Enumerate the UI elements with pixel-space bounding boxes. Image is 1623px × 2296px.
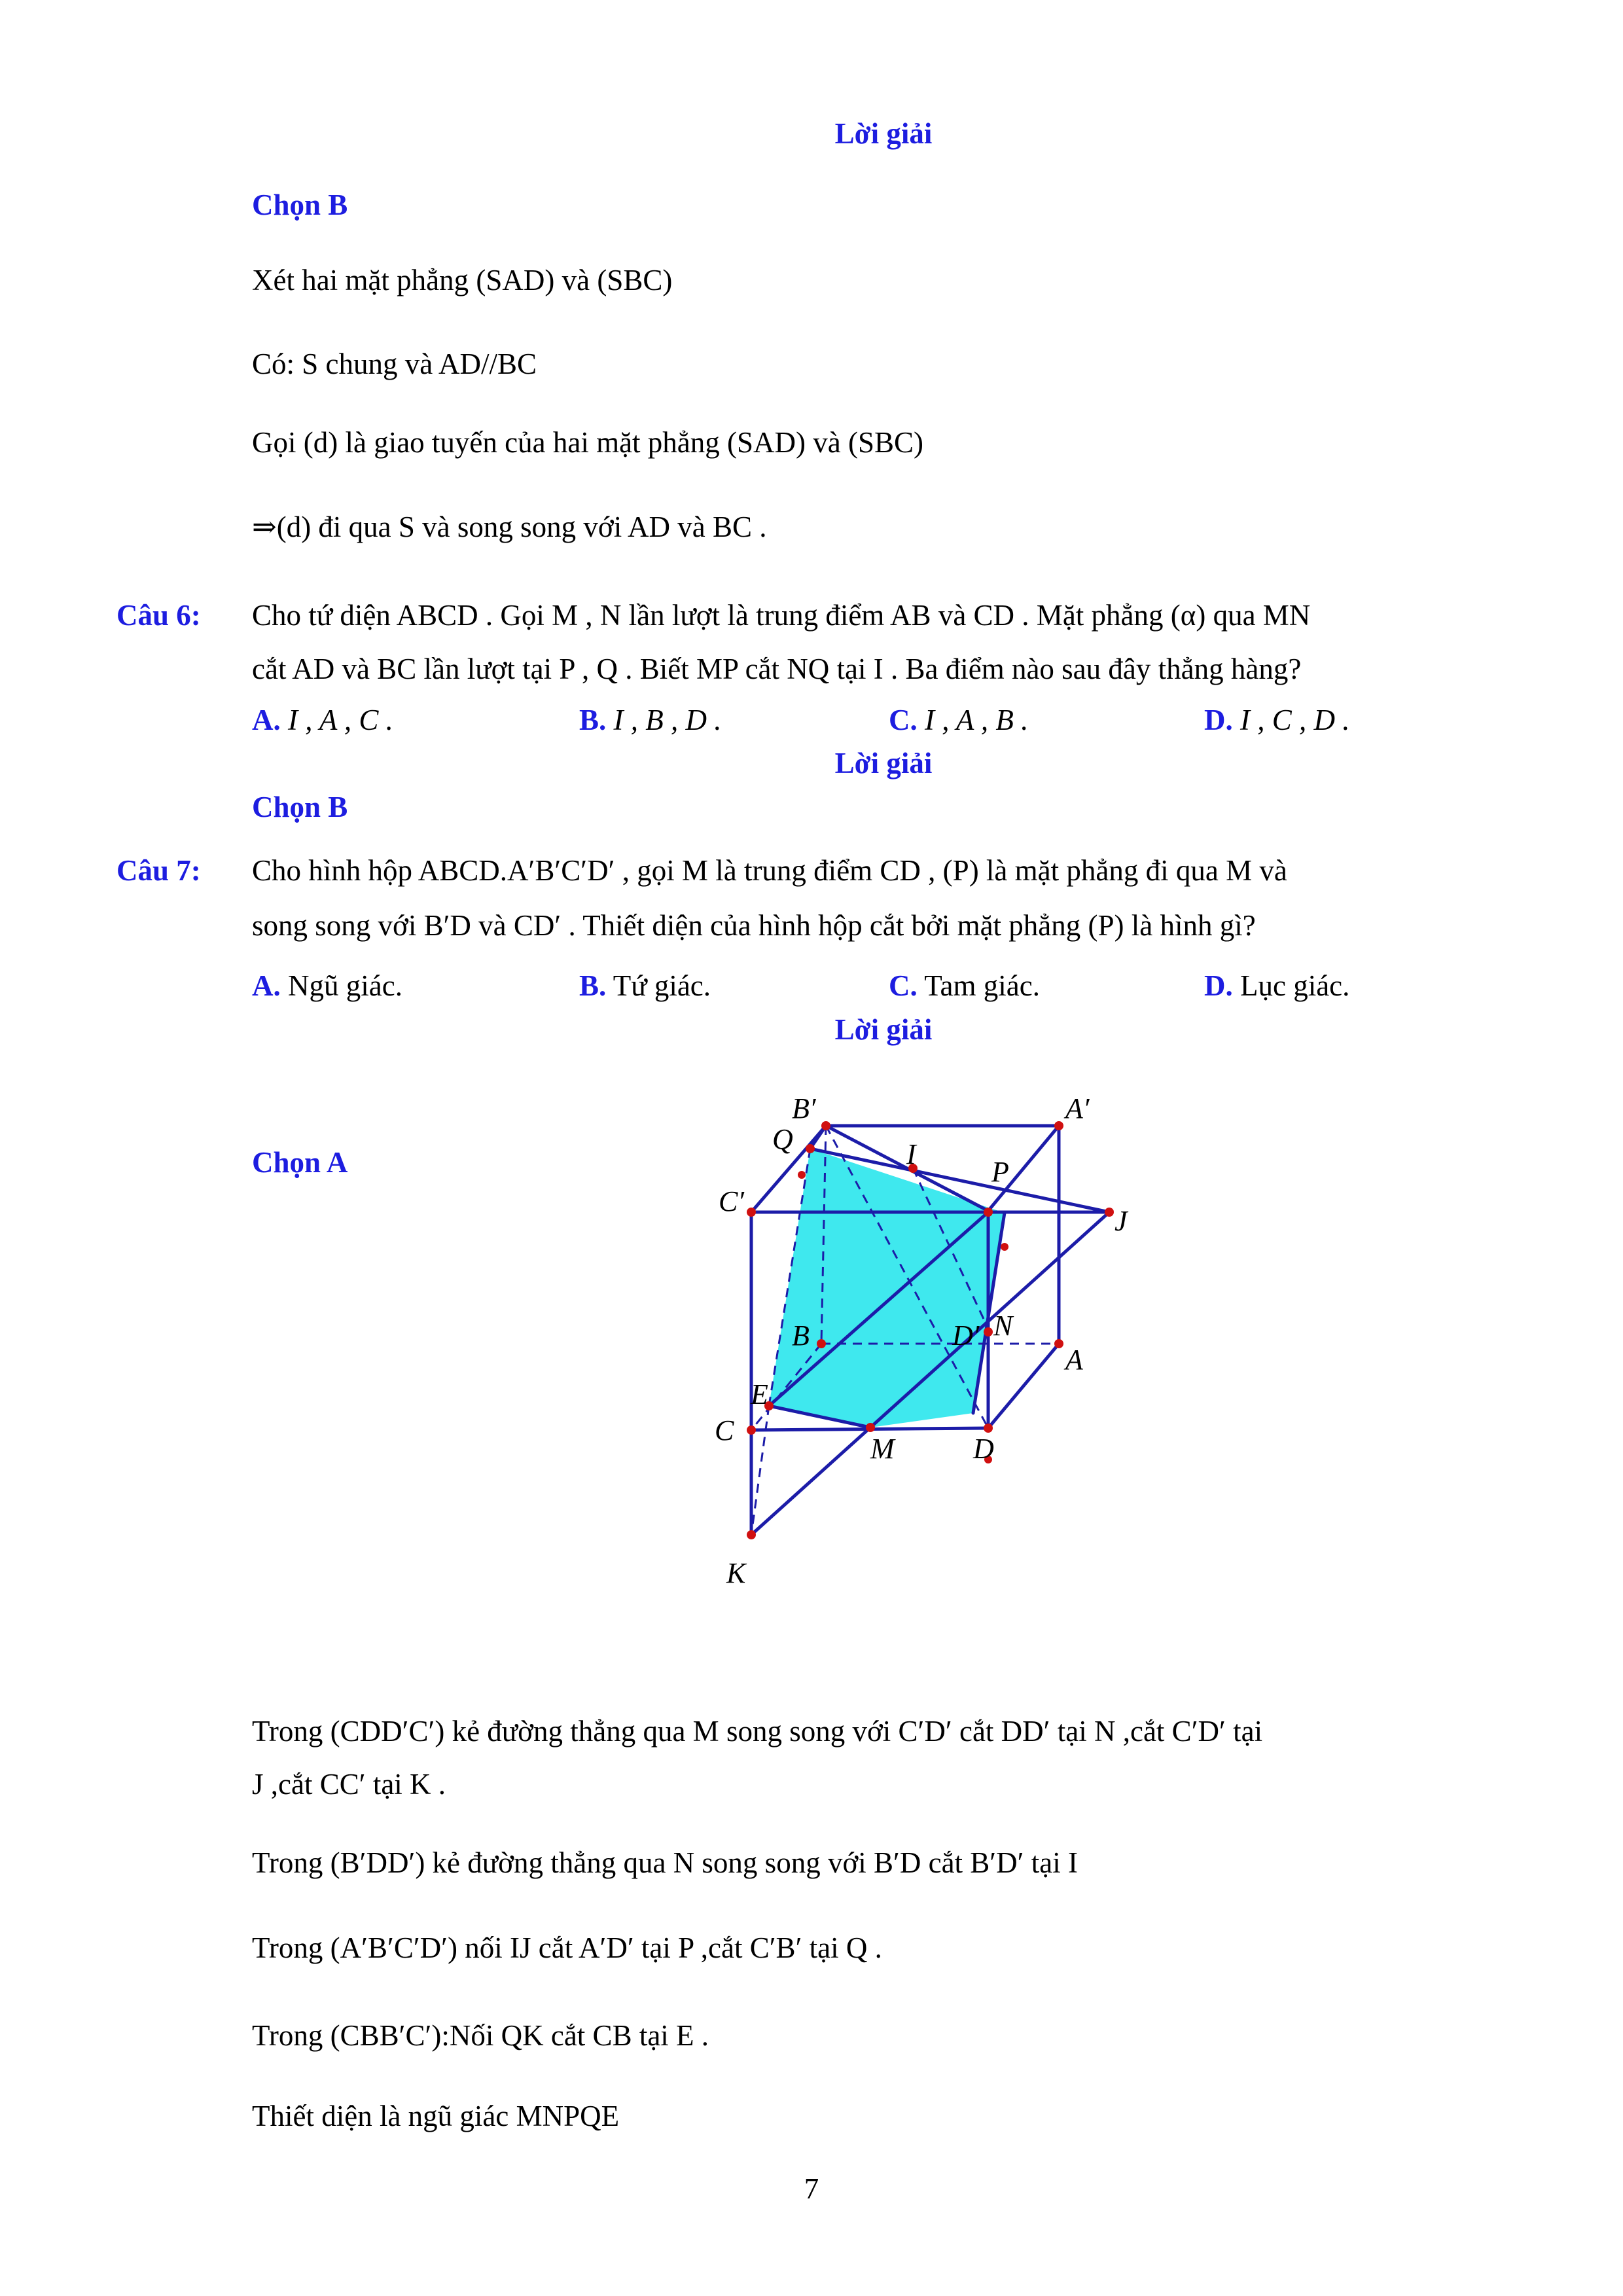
solution-line: Có: S chung và AD//BC (252, 348, 537, 380)
solution-line: J ,cắt CC′ tại K . (252, 1768, 446, 1801)
edge (988, 1344, 1059, 1428)
label-K: K (726, 1557, 746, 1589)
solution-line: Trong (CDD′C′) kẻ đường thẳng qua M song song với C′D′ cắt DD′ tại N ,cắt C′D′ tại (252, 1715, 1263, 1748)
question-label-7: Câu 7: (116, 854, 201, 887)
answer-choice-5: Chọn B (252, 188, 348, 221)
label-Cp: C′ (719, 1185, 744, 1217)
question-text: song song với B′D và CD′ . Thiết diện của hình hộp cắt bởi mặt phẳng (P) là hình gì? (252, 909, 1256, 942)
page-number: 7 (804, 2172, 819, 2205)
solution-heading-7: Lời giải (834, 1013, 933, 1046)
solution-line: Xét hai mặt phẳng (SAD) và (SBC) (252, 264, 673, 296)
option-a: A. I , A , C . (252, 704, 393, 736)
label-J: J (1115, 1205, 1128, 1237)
solution-line: Trong (B′DD′) kẻ đường thẳng qua N song song với B′D cắt B′D′ tại I (252, 1846, 1078, 1879)
option-d: D. Lục giác. (1204, 969, 1350, 1002)
question-text: cắt AD và BC lần lượt tại P , Q . Biết MP cắt NQ tại I . Ba điểm nào sau đây thẳng hàng? (252, 653, 1302, 685)
label-C: C (715, 1414, 734, 1446)
question-label-6: Câu 6: (116, 599, 201, 632)
label-P: P (991, 1156, 1009, 1188)
answer-choice-7: Chọn A (252, 1146, 348, 1179)
solution-heading-5: Lời giải (834, 117, 933, 150)
option-b: B. I , B , D . (579, 704, 722, 736)
label-B: B (792, 1319, 810, 1352)
hidden-edge (751, 1406, 769, 1535)
label-N: N (993, 1310, 1013, 1342)
solution-line: Gọi (d) là giao tuyến của hai mặt phẳng (SAD) và (SBC) (252, 426, 924, 459)
solution-line: Thiết diện là ngũ giác MNPQE (252, 2100, 620, 2132)
label-Q: Q (772, 1123, 793, 1155)
solution-line: ⇒(d) đi qua S và song song với AD và BC . (252, 511, 767, 543)
question-text: Cho tứ diện ABCD . Gọi M , N lần lượt là trung điểm AB và CD . Mặt phẳng (α) qua MN (252, 599, 1311, 632)
solution-line: Trong (CBB′C′):Nối QK cắt CB tại E . (252, 2019, 709, 2052)
label-Dp: D′ (952, 1319, 980, 1352)
label-M: M (870, 1433, 895, 1465)
option-c: C. Tam giác. (889, 969, 1040, 1002)
parallelepiped-figure (707, 1090, 1178, 1613)
label-Ap: A′ (1065, 1092, 1090, 1124)
question-text: Cho hình hộp ABCD.A′B′C′D′ , gọi M là trung điểm CD , (P) là mặt phẳng đi qua M và (252, 854, 1287, 887)
option-c: C. I , A , B . (889, 704, 1029, 736)
option-a: A. Ngũ giác. (252, 969, 402, 1002)
label-Bp: B′ (792, 1092, 816, 1124)
solution-line: Trong (A′B′C′D′) nối IJ cắt A′D′ tại P ,cắt C′B′ tại Q . (252, 1931, 882, 1964)
solution-heading-6: Lời giải (834, 747, 933, 780)
option-d: D. I , C , D . (1204, 704, 1350, 736)
answer-choice-6: Chọn B (252, 791, 348, 823)
label-I: I (906, 1138, 916, 1170)
label-E: E (751, 1378, 768, 1410)
label-A: A (1065, 1344, 1083, 1376)
option-b: B. Tứ giác. (579, 969, 711, 1002)
label-D: D (973, 1433, 994, 1465)
